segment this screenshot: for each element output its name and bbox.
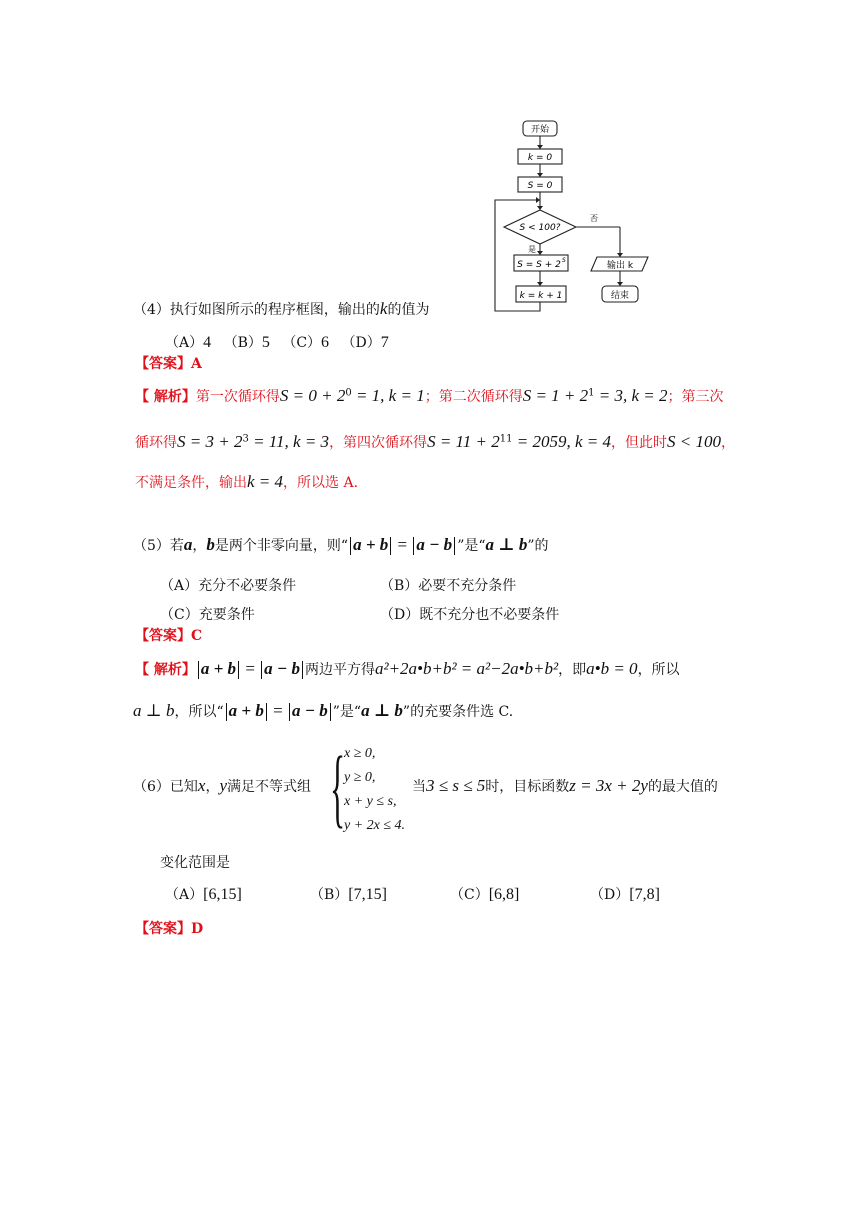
q4-a3-t0: 不满足条件，输出 [135, 475, 247, 491]
q4-a1-sup0: 0 [345, 387, 352, 399]
q5-s-m1: a − b [416, 535, 453, 554]
flow-yes-label: 是 [528, 245, 536, 254]
q6-option-d-label: （D） [590, 887, 630, 903]
q5-s-t1: ， [192, 538, 207, 554]
q5-s-b: b [206, 535, 215, 554]
q4-a2-m3: = 2059, k = 4 [512, 432, 611, 451]
flow-k0-label: k = 0 [527, 153, 553, 163]
q4-option-b-label: （B） [223, 335, 262, 351]
q5-a1-t1: ，即 [558, 662, 587, 678]
q6-system-line4: y + 2x ≤ 4. [344, 818, 406, 833]
q5-s-m0: a + b [353, 535, 389, 554]
q6-option-b-label: （B） [310, 887, 349, 903]
q5-a2-m3: a ⊥ b [361, 701, 403, 720]
q6-stem-left [133, 776, 311, 796]
q6-system-line1: x ≥ 0, [344, 746, 376, 761]
q4-a1-m3: = 3, k = 2 [594, 386, 668, 405]
q5-option-b: （B）必要不充分条件 [380, 578, 517, 594]
q4-a1-t0: 第一次循环得 [195, 389, 280, 405]
q5-a2-eq: = [268, 701, 287, 720]
q4-a2-t3: ， [720, 435, 735, 451]
q6-system-line2: y ≥ 0, [344, 770, 376, 785]
program-flowchart [490, 112, 670, 317]
q4-a2-m1: = 11, k = 3 [248, 432, 330, 451]
q4-a1-sup1: 1 [588, 387, 595, 399]
q4-analysis-line1 [135, 386, 724, 406]
q6-option-b [310, 884, 387, 904]
q5-a1-eq: = [241, 659, 260, 678]
q4-a2-t1: ，第四次循环得 [329, 435, 428, 451]
q4-a2-t0: 循环得 [135, 435, 177, 451]
q4-a2-m0: S = 3 + 2 [177, 432, 243, 451]
q5-s-eq: = [393, 535, 412, 554]
q4-a3-t1: ，所以选 A. [283, 475, 359, 491]
q4-analysis-line3 [135, 472, 358, 492]
q5-answer: 【答案】C [135, 628, 203, 644]
q4-option-c-label: （C） [282, 335, 322, 351]
flow-output-label: 输出 k [606, 261, 634, 271]
q4-option-d-value: 7 [380, 334, 389, 351]
q4-a1-m0: S = 0 + 2 [279, 386, 346, 405]
q5-stem [133, 535, 549, 555]
q6-tail: 的最大值的 [647, 779, 718, 795]
q5-analysis-line1 [135, 659, 680, 679]
flow-end-label: 结束 [610, 291, 630, 301]
q5-a1-t2: ，所以 [637, 662, 680, 678]
q4-a2-t2: ，但此时 [610, 435, 667, 451]
q5-a1-m2: a²+2a•b+b² = a²−2a•b+b² [374, 659, 559, 678]
q6-option-a [165, 884, 242, 904]
q4-option-c-value: 6 [321, 334, 330, 351]
flow-update-s-exponent: S [562, 257, 566, 264]
flow-start-label: 开始 [530, 125, 550, 135]
q5-s-m2: a ⊥ b [485, 535, 528, 554]
q4-a2-sup1: 11 [499, 433, 513, 445]
q6-stem-line2: 变化范围是 [160, 855, 230, 871]
q5-s-t3: ”是“ [457, 538, 486, 554]
q6-option-c-label: （C） [450, 887, 489, 903]
q5-option-d: （D）既不充分也不必要条件 [380, 607, 560, 623]
q5-a2-t0: ，所以“ [174, 704, 224, 720]
q4-option-a-value: 4 [203, 334, 212, 351]
q6-option-d-value: [7,8] [629, 886, 660, 903]
q5-analysis-label: 【 解析】 [135, 662, 196, 678]
flow-update-s-label: S = S + 2 [517, 260, 561, 270]
q5-a2-t2: ”的充要条件选 C. [402, 704, 514, 720]
q5-s-a: a [183, 535, 193, 554]
q4-answer: 【答案】A [135, 356, 202, 372]
q6-y: y [219, 776, 228, 795]
q4-stem-var: k [379, 299, 388, 318]
q4-stem-prefix: （4）执行如图所示的程序框图，输出的 [133, 302, 380, 318]
q6-range: 3 ≤ s ≤ 5 [426, 776, 486, 795]
q6-when2: 时，目标函数 [485, 779, 570, 795]
q6-system-line3: x + y ≤ s, [344, 794, 397, 809]
q4-a1-t1: ；第二次循环得 [424, 389, 523, 405]
q4-a1-m2: S = 1 + 2 [522, 386, 589, 405]
q4-a2-sup0: 3 [242, 433, 249, 445]
q4-a2-m2: S = 11 + 2 [427, 432, 500, 451]
q5-s-t0: （5）若 [133, 538, 184, 554]
q4-stem [133, 299, 429, 319]
q4-options [165, 332, 389, 352]
q4-a3-m0: k = 4 [247, 472, 284, 491]
q4-analysis-label: 【 解析】 [135, 389, 196, 405]
q4-a1-t2: ；第三次 [667, 389, 724, 405]
q4-option-d-label: （D） [341, 335, 381, 351]
q6-prefix: （6）已知 [133, 779, 198, 795]
q4-a2-m4: S < 100 [666, 432, 721, 451]
q5-a1-m1: a − b [264, 659, 300, 678]
q6-option-c [450, 884, 519, 904]
q5-option-c: （C）充要条件 [160, 607, 255, 623]
q4-option-b-value: 5 [261, 334, 270, 351]
q6-answer: 【答案】D [135, 921, 204, 937]
flow-condition-label: S < 100? [519, 223, 561, 233]
q4-a1-m1: = 1, k = 1 [351, 386, 425, 405]
q5-a1-m3: a•b = 0 [586, 659, 638, 678]
q6-option-c-value: [6,8] [488, 886, 520, 903]
flow-update-k-label: k = k + 1 [519, 291, 563, 301]
q5-a1-t0: 两边平方得 [304, 662, 375, 678]
q6-when: 当 [412, 779, 426, 795]
flow-no-label: 否 [590, 214, 598, 223]
q5-option-a: （A）充分不必要条件 [160, 578, 297, 594]
q4-analysis-line2 [135, 432, 735, 452]
q4-stem-suffix: 的值为 [387, 302, 430, 318]
q5-s-t2: 是两个非零向量，则“ [214, 538, 349, 554]
q6-stem-right [412, 776, 718, 796]
q5-a1-m0: a + b [200, 659, 237, 678]
q6-option-d [590, 884, 660, 904]
flow-s0-label: S = 0 [527, 181, 553, 191]
q6-target: z = 3x + 2y [569, 776, 648, 795]
q5-a2-t1: ”是“ [332, 704, 362, 720]
q5-a2-m2: a − b [291, 701, 328, 720]
q4-option-a-label: （A） [165, 335, 204, 351]
q6-option-a-label: （A） [165, 887, 204, 903]
q6-option-b-value: [7,15] [348, 886, 387, 903]
q6-x: x [197, 776, 206, 795]
q6-sep: ， [205, 779, 220, 795]
q5-a2-m1: a + b [228, 701, 264, 720]
q6-option-a-value: [6,15] [203, 886, 242, 903]
q5-s-t4: ”的 [527, 538, 549, 554]
q5-analysis-line2 [133, 701, 513, 721]
q5-a2-m0: a ⊥ b [133, 701, 175, 720]
q6-system-brace: { [330, 740, 346, 837]
q6-mid: 满足不等式组 [227, 779, 312, 795]
